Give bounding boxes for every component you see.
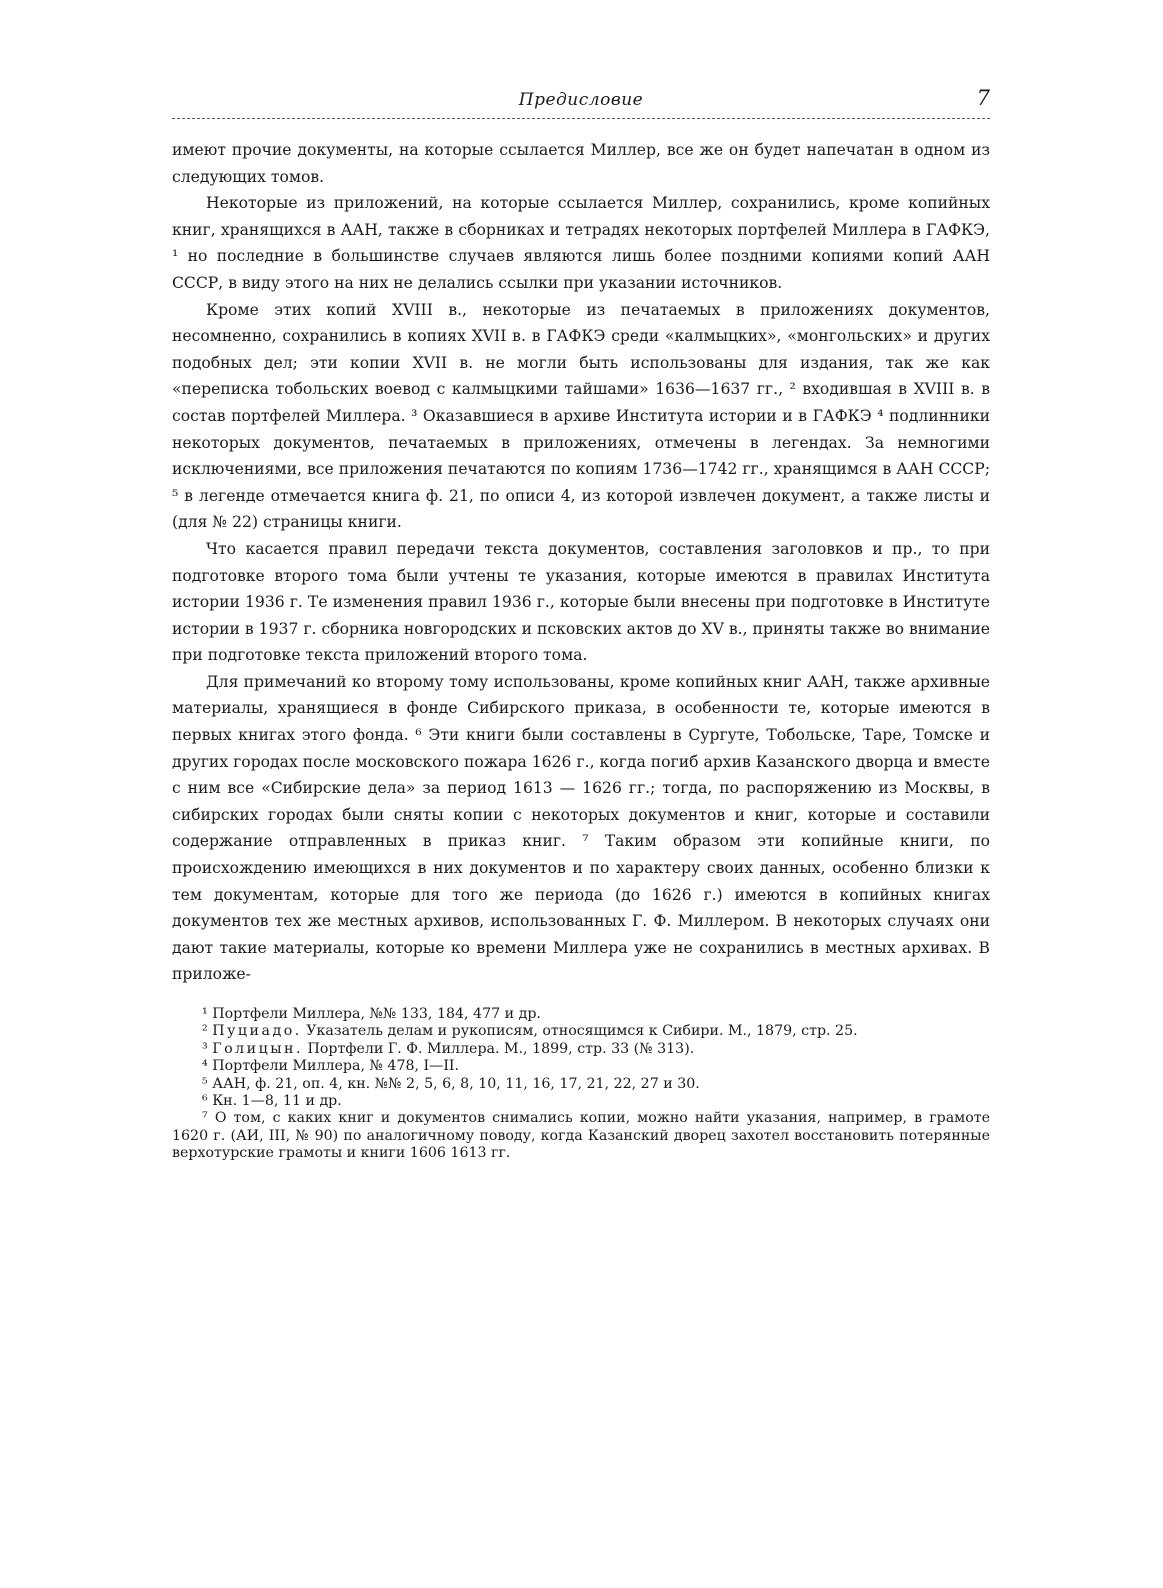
running-title: Предисловие xyxy=(518,90,644,110)
footnote-marker: ² xyxy=(202,1023,208,1040)
footnote-1 xyxy=(172,1006,990,1023)
paragraph: Для примечаний ко второму тому использованы, кроме копийных книг ААН, также архивные материалы, хранящиеся в фонде Сибирского приказа, в особенности те, которые имеются в первых книгах этого фонда. ⁶ Эти книги были составлены в Сургуте, Тобольске, Таре, Томске и других городах после московского пожара 1626 г., когда погиб архив Казанского дворца и вместе с ним все «Сибирские дела» за период 1613 — 1626 гг.; тогда, по распоряжению из Москвы, в сибирских городах были сняты копии с некоторых документов и книг, которые и составили содержание отправленных в приказ книг. ⁷ Таким образом эти копийные книги, по происхождению имеющихся в них документов и по характеру своих данных, особенно близки к тем документам, которые для того же периода (до 1626 г.) имеются в копийных книгах документов тех же местных архивов, использованных Г. Ф. Миллером. В некоторых случаях они дают такие материалы, которые ко времени Миллера уже не сохранились в местных архивах. В приложе- xyxy=(172,672,990,984)
footnote-marker: ¹ xyxy=(202,1006,208,1022)
footnote-text: О том, с каких книг и документов снимались копии, можно найти указания, например, в грамоте 1620 г. (АИ, III, № 90) по аналогичному поводу, когда Казанский дворец захотел восстановить потерянные верхотурские грамоты и книги 1606 1613 гг. xyxy=(172,1110,991,1162)
footnote-text: Портфели Г. Ф. Миллера. М., 1899, стр. 33 (№ 313). xyxy=(307,1040,695,1057)
body-text xyxy=(172,137,990,988)
header-rule xyxy=(172,118,990,119)
running-head xyxy=(172,86,990,118)
footnote-text: Указатель делам и рукописям, относящимся к Сибири. М., 1879, стр. 25. xyxy=(306,1023,858,1040)
footnote-marker: ⁵ xyxy=(202,1075,208,1092)
footnote-author: Голицын. xyxy=(212,1040,303,1057)
footnote-5 xyxy=(172,1076,990,1093)
footnote-marker: ⁷ xyxy=(202,1110,208,1127)
footnote-marker: ³ xyxy=(202,1040,208,1057)
paragraph: Кроме этих копий XVIII в., некоторые из печатаемых в приложениях документов, несомненно, сохранились в копиях XVII в. в ГАФКЭ среди «калмыцких», «монгольских» и других подобных дел; эти копии XVII в. не могли быть использованы для издания, так же как «переписка тобольских воевод с калмыцкими тайшами» 1636—1637 гг., ² входившая в XVIII в. в состав портфелей Миллера. ³ Оказавшиеся в архиве Института истории и в ГАФКЭ ⁴ подлинники некоторых документов, печатаемых в приложениях, отмечены в легендах. За немногими исключениями, все приложения печатаются по копиям 1736—1742 гг., хранящимся в ААН СССР; ⁵ в легенде отмечается книга ф. 21, по описи 4, из которой извлечен документ, а также листы и (для № 22) страницы книги. xyxy=(172,300,990,532)
footnote-text: Кн. 1—8, 11 и др. xyxy=(212,1093,342,1110)
footnote-marker: ⁶ xyxy=(202,1093,208,1110)
footnote-marker: ⁴ xyxy=(202,1058,208,1075)
footnote-text: Портфели Миллера, № 478, I—II. xyxy=(212,1058,460,1075)
footnote-2 xyxy=(172,1023,990,1040)
footnote-3 xyxy=(172,1041,990,1058)
footnote-text: ААН, ф. 21, оп. 4, кн. №№ 2, 5, 6, 8, 10, 11, 16, 17, 21, 22, 27 и 30. xyxy=(212,1075,700,1092)
paragraph-continued: имеют прочие документы, на которые ссылается Миллер, все же он будет напечатан в одном из следующих томов. xyxy=(172,141,990,186)
paragraph: Некоторые из приложений, на которые ссылается Миллер, сохранились, кроме копийных книг, хранящихся в ААН, также в сборниках и тетрадях некоторых портфелей Миллера в ГАФКЭ, ¹ но последние в большинстве случаев являются лишь более поздними копиями копий ААН СССР, в виду этого на них не делались ссылки при указании источников. xyxy=(172,194,990,292)
footnote-6 xyxy=(172,1093,990,1110)
footnote-text: Портфели Миллера, №№ 133, 184, 477 и др. xyxy=(212,1006,541,1022)
document-page xyxy=(172,86,990,1163)
footnotes xyxy=(172,1006,990,1163)
footnote-4 xyxy=(172,1058,990,1075)
footnote-7 xyxy=(172,1110,990,1162)
footnote-author: Пуциадо. xyxy=(212,1023,302,1040)
paragraph: Что касается правил передачи текста документов, составления заголовков и пр., то при подготовке второго тома были учтены те указания, которые имеются в правилах Института истории 1936 г. Те изменения правил 1936 г., которые были внесены при подготовке в Институте истории в 1937 г. сборника новгородских и псковских актов до XV в., приняты также во внимание при подготовке текста приложений второго тома. xyxy=(172,539,990,665)
page-number: 7 xyxy=(976,86,990,110)
